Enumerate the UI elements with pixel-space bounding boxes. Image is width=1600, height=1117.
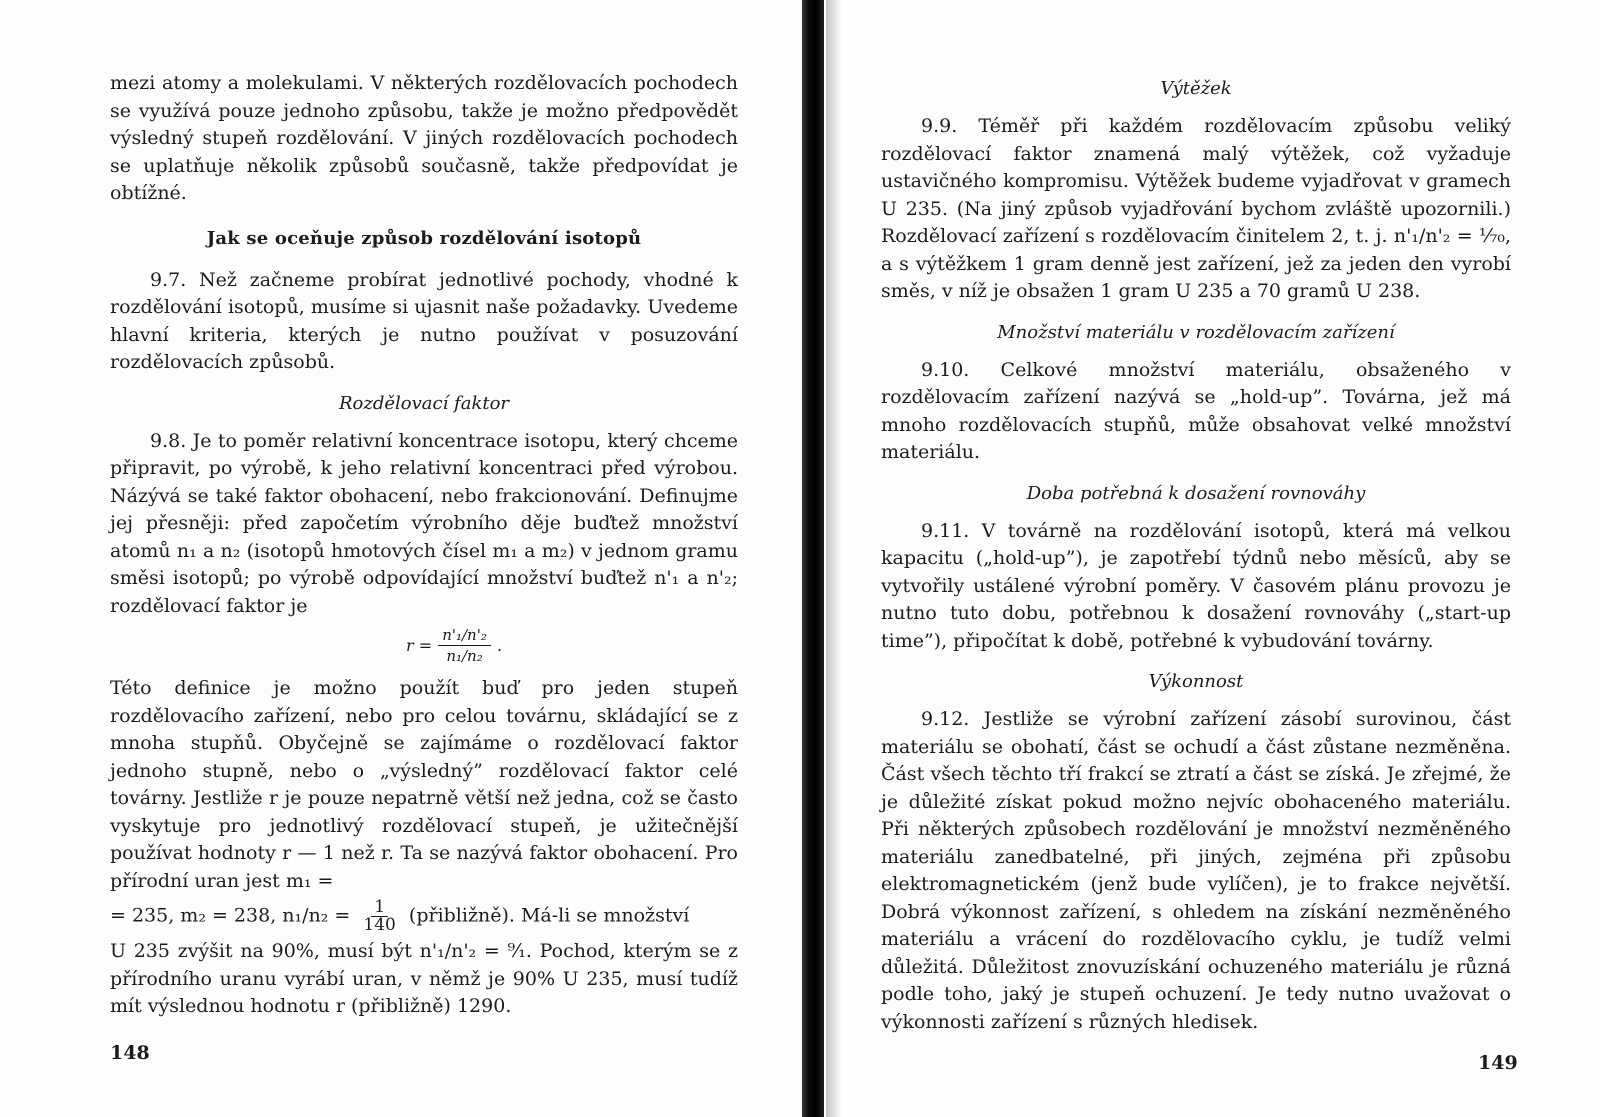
- inline-fraction-numerator: 1: [371, 899, 388, 917]
- paragraph-intro: mezi atomy a molekulami. V některých rozdělovacích pochodech se využívá pouze jednoho způsobu, takže je možno předpovědět výsledný stupeň rozdělování. V jiných rozdělovacích pochodech se uplatňuje několik způsobů současně, takže předpovídat je obtížné.: [110, 72, 738, 204]
- paragraph-9-8: 9.8. Je to poměr relativní koncentrace isotopu, který chceme připravit, po výrobě, k jeho relativní koncentraci před výrobou. Názývá se také faktor obohacení, nebo frakcionování. Definujme jej přesněji: před započetím výrobního děje buďtež množství atomů n₁ a n₂ (isotopů hmotových čísel m₁ a m₂) v jednom gramu směsi isotopů; po výrobě odpovídající množství buďtež n'₁ a n'₂; rozdělovací faktor je: [110, 429, 738, 617]
- paragraph-9-12: 9.12. Jestliže se výrobní zařízení zásobí surovinou, část materiálu se obohatí, část se ochudí a část zůstane nezměněna. Část všech těchto tří frakcí se ztratí a část se získá. Je zřejmé, že je důležité získat pokud možno nejvíc obohaceného materiálu. Při některých způsobech rozdělování je množství nezměněného materiálu zanedbatelné, při jiných, zejména při způsobu elektromagnetickém (jenž bude vylíčen), je to frakce největší. Dobrá výkonnost zařízení, s ohledem na získání nezměněného materiálu a vrácení do rozdělovacího cyklu, je tudíž velmi důležitá. Důležitost znovuzískání ochuzeného materiálu je různá podle toho, jaký je stupeň ochuzení. Je tedy nutno uvažovat o výkonnosti zařízení s různých hledisek.: [881, 708, 1511, 1033]
- paragraph-definition-1: Této definice je možno použít buď pro jeden stupeň rozdělovacího zařízení, nebo pro celou továrnu, skládající se z mnoha stupňů. Obyčejně se zajímáme o rozdělovací faktor jednoho stupně, nebo o „výsledný” rozdělovací faktor celé továrny. Jestliže r je pouze nepatrně větší než jedna, což se často vyskytuje pro jednotlivý rozdělovací stupeň, je užitečnější používat hodnoty r — 1 než r. Ta se nazývá faktor obohacení. Pro přírodní uran jest m₁ =: [110, 677, 738, 892]
- inline-fraction-denominator: 140: [363, 915, 396, 935]
- formula-denominator: n₁/n₂: [446, 647, 483, 665]
- paragraph-definition-2: [110, 899, 738, 934]
- paragraph-9-7: 9.7. Než začneme probírat jednotlivé pochody, vhodné k rozdělování isotopů, musíme si ujasnit naše požadavky. Uvedeme hlavní kriteria, kterých je nutno používat v posuzování rozdělovacích způsobů.: [110, 268, 738, 373]
- section-heading: Jak se oceňuje způsob rozdělování isotopů: [206, 227, 642, 249]
- subheading-doba-rovnovahy: Doba potřebná k dosažení rovnováhy: [1026, 482, 1366, 504]
- gutter-shadow: [826, 0, 842, 1117]
- subheading-vykonnost: Výkonnost: [1148, 671, 1244, 692]
- formula-fraction: [438, 626, 491, 665]
- formula-r: [170, 626, 738, 665]
- subheading-rozdelovaci-faktor: Rozdělovací faktor: [338, 392, 510, 414]
- subheading-mnozstvi-materialu: Množství materiálu v rozdělovacím zařízení: [997, 321, 1395, 343]
- page-number-left: 148: [110, 1042, 150, 1064]
- right-page-text: [881, 78, 1511, 1036]
- left-page-text: [110, 70, 738, 1021]
- formula-lhs: r =: [406, 636, 433, 655]
- right-page: [826, 0, 1600, 1117]
- definition-2-start: = 235, m₂ = 238, n₁/n₂ =: [110, 904, 351, 927]
- paragraph-definition-3: U 235 zvýšit na 90%, musí být n'₁/n'₂ = ⁹⁄₁. Pochod, kterým se z přírodního uranu vyrábí uran, v němž je 90% U 235, musí tudíž mít výslednou hodnotu r (přibližně) 1290.: [110, 940, 738, 1017]
- book-gutter: [802, 0, 824, 1117]
- definition-2-end: (přibližně). Má-li se množství: [408, 904, 690, 927]
- formula-tail: .: [496, 636, 502, 655]
- subheading-vytezek: Výtěžek: [1160, 78, 1232, 99]
- paragraph-9-10: 9.10. Celkové množství materiálu, obsaženého v rozdělovacím zařízení nazývá se „hold-up”. Továrna, jež má mnoho rozdělovacích stupňů, může obsahovat velké množství materiálu.: [881, 358, 1511, 463]
- paragraph-9-11: 9.11. V továrně na rozdělování isotopů, která má velkou kapacitu („hold-up”), je zapotřebí týdnů nebo měsíců, aby se vytvořily ustálené výrobní poměry. V časovém plánu provozu je nutno tuto dobu, potřebnou k dosažení rovnováhy („start-up time”), připočítat k době, potřebné k vybudování továrny.: [881, 519, 1511, 652]
- paragraph-9-9: 9.9. Téměř při každém rozdělovacím způsobu veliký rozdělovací faktor znamená malý výtěžek, což vyžaduje ustavičného kompromisu. Výtěžek budeme vyjadřovat v gramech U 235. (Na jiný způsob vyjadřování bychom zvláště upozornili.) Rozdělovací zařízení s rozdělovacím činitelem 2, t. j. n'₁/n'₂ = ¹⁄₇₀, a s výtěžkem 1 gram denně jest zařízení, jež za jeden den vyrobí směs, v níž je obsažen 1 gram U 235 a 70 gramů U 238.: [881, 115, 1511, 302]
- page-number-right: 149: [1478, 1052, 1518, 1074]
- formula-numerator: n'₁/n'₂: [438, 626, 491, 646]
- inline-fraction: [360, 899, 398, 934]
